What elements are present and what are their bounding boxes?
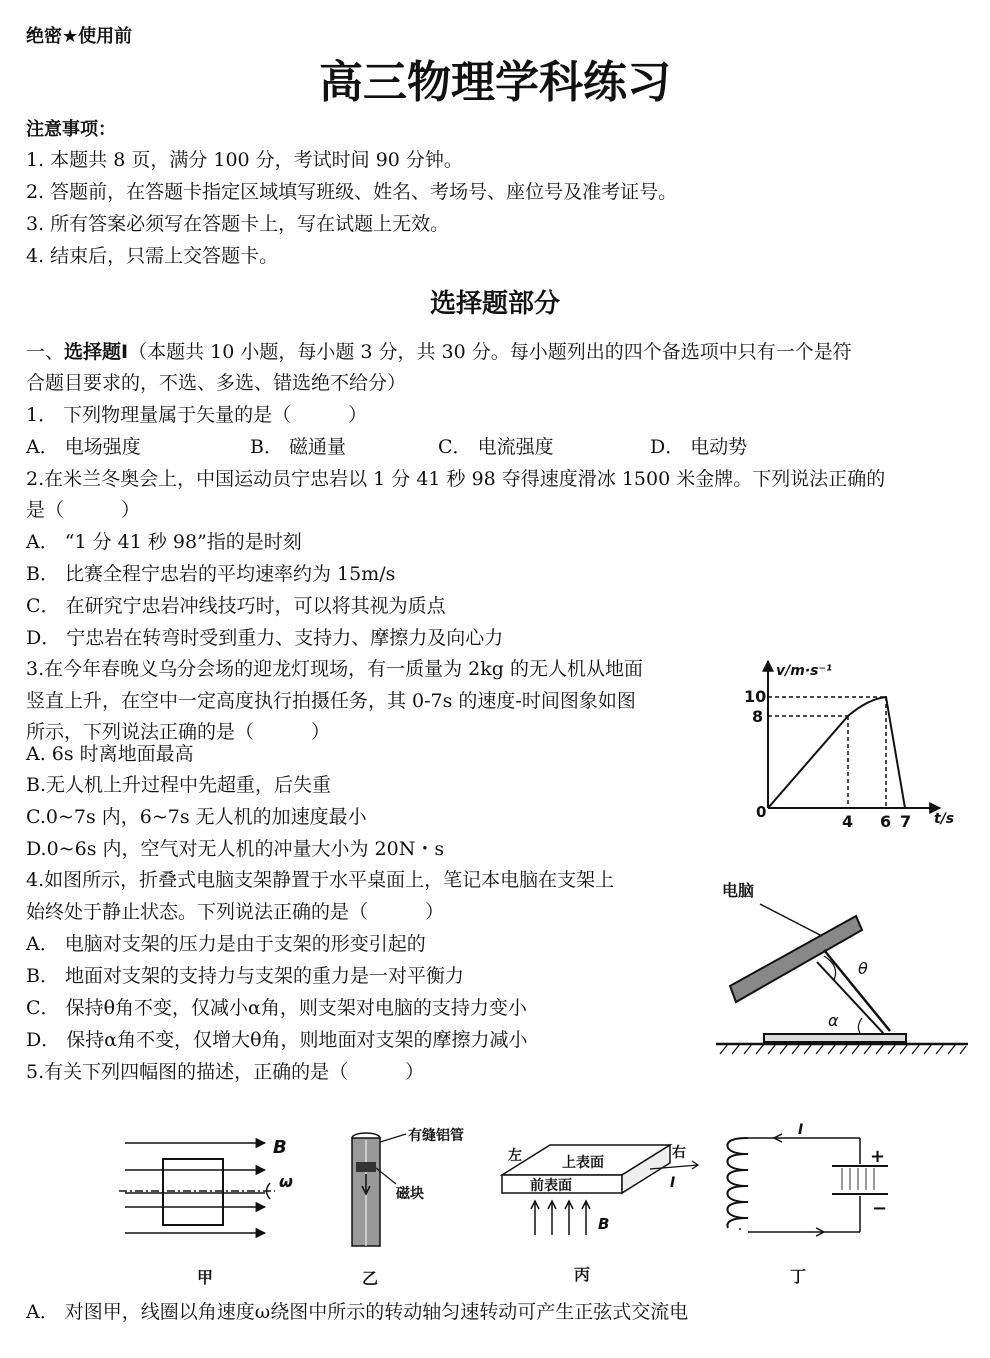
q5-stem: 5.有关下列四幅图的描述，正确的是（ ） — [26, 1061, 425, 1083]
label-magnet: 磁块 — [396, 1186, 424, 1202]
q3-option-c: C.0~7s 内，6~7s 无人机的加速度最小 — [26, 806, 367, 828]
label-i: I — [798, 1122, 804, 1138]
velocity-time-graph — [740, 655, 970, 835]
label-b: B — [273, 1137, 287, 1158]
label-minus: − — [872, 1198, 888, 1219]
q4-stem: 4.如图所示，折叠式电脑支架静置于水平桌面上，笔记本电脑在支架上 — [26, 869, 615, 891]
q4-option-d: D． 保持α角不变，仅增大θ角，则地面对支架的摩擦力减小 — [26, 1029, 528, 1051]
q4-option-b: B． 地面对支架的支持力与支架的重力是一对平衡力 — [26, 965, 465, 987]
v-axis-label: v/m·s⁻¹ — [776, 663, 832, 679]
alpha-label: α — [828, 1011, 839, 1030]
stand-base — [764, 1034, 906, 1042]
intro-rest: （本题共 10 小题，每小题 3 分，共 30 分。每小题列出的四个备选项中只有一个是符 — [128, 341, 852, 363]
q2-stem-line2: 是（ ） — [26, 499, 141, 521]
alpha-arc — [858, 1018, 862, 1033]
label-left: 左 — [508, 1148, 522, 1164]
q1-option-c: C． 电流强度 — [438, 436, 554, 458]
caption-ding: 丁 — [790, 1267, 807, 1286]
ground-hatch — [720, 1044, 966, 1054]
section-title: 选择题部分 — [429, 289, 560, 319]
x-tick-7: 7 — [900, 812, 912, 831]
label-b: B — [598, 1215, 610, 1233]
caption-yi: 乙 — [362, 1269, 379, 1288]
section-intro — [26, 339, 852, 365]
pointer-line — [760, 904, 822, 936]
figure-ding — [720, 1120, 900, 1290]
label-front: 前表面 — [530, 1178, 572, 1194]
q2-option-c: C． 在研究宁忠岩冲线技巧时，可以将其视为质点 — [26, 595, 446, 617]
figure-bing — [500, 1135, 710, 1290]
q3-stem-line2: 竖直上升，在空中一定高度执行拍摄任务，其 0-7s 的速度-时间图象如图 — [26, 690, 636, 712]
intro-bold: 选择题Ⅰ — [64, 341, 129, 363]
q1-option-a: A． 电场强度 — [26, 436, 141, 458]
origin-label: 0 — [756, 803, 767, 821]
q4-stem-line2: 始终处于静止状态。下列说法正确的是（ ） — [26, 901, 445, 923]
label-omega: ω — [279, 1172, 293, 1191]
q3-option-d: D.0~6s 内，空气对无人机的冲量大小为 20N・s — [26, 838, 445, 860]
laptop-stand-figure — [712, 868, 972, 1064]
caption-bing: 丙 — [574, 1265, 591, 1284]
t-axis-label: t/s — [934, 811, 955, 827]
theta-label: θ — [858, 959, 868, 978]
solenoid-coil — [727, 1138, 748, 1228]
q1-option-d: D． 电动势 — [650, 436, 748, 458]
section-intro-line2: 合题目要求的，不选、多选、错选绝不给分） — [26, 372, 407, 394]
field-arrows-b — [531, 1201, 590, 1235]
q3-stem-line3: 所示，下列说法正确的是（ ） — [26, 721, 331, 743]
notice-item: 1. 本题共 8 页，满分 100 分，考试时间 90 分钟。 — [26, 149, 463, 171]
intro-prefix: 一、 — [26, 341, 65, 363]
confidential-label: 绝密★使用前 — [26, 26, 133, 47]
q2-stem: 2.在米兰冬奥会上，中国运动员宁忠岩以 1 分 41 秒 98 夺得速度滑冰 1500 米金牌。下列说法正确的 — [26, 468, 886, 490]
q3-stem: 3.在今年春晚义乌分会场的迎龙灯现场，有一质量为 2kg 的无人机从地面 — [26, 658, 643, 680]
q2-option-b: B． 比赛全程宁忠岩的平均速率约为 15m/s — [26, 563, 396, 585]
x-tick-4: 4 — [842, 812, 854, 831]
q2-option-a: A． “1 分 41 秒 98”指的是时刻 — [26, 531, 302, 553]
q1-option-b: B． 磁通量 — [250, 436, 347, 458]
coil-loop — [163, 1159, 223, 1225]
label-tube: 有缝铝管 — [408, 1128, 464, 1144]
q4-option-a: A． 电脑对支架的压力是由于支架的形变引起的 — [26, 933, 426, 955]
label-i: I — [670, 1175, 676, 1191]
q1-stem: 1． 下列物理量属于矢量的是（ ） — [26, 404, 368, 426]
pointer-line — [380, 1134, 406, 1142]
y-tick-8: 8 — [752, 707, 764, 726]
caption-jia: 甲 — [197, 1268, 214, 1287]
computer-label: 电脑 — [722, 881, 755, 900]
q3-option-b: B.无人机上升过程中先超重，后失重 — [26, 774, 332, 796]
notice-item: 2. 答题前，在答题卡指定区域填写班级、姓名、考场号、座位号及准考证号。 — [26, 181, 678, 203]
figure-yi — [340, 1122, 490, 1290]
notice-item: 3. 所有答案必须写在答题卡上，写在试题上无效。 — [26, 213, 450, 235]
label-plus: + — [870, 1146, 886, 1167]
electric-field-lines — [842, 1168, 874, 1190]
notice-heading: 注意事项： — [26, 119, 116, 140]
y-tick-10: 10 — [744, 687, 767, 706]
q2-option-d: D． 宁忠岩在转弯时受到重力、支持力、摩擦力及向心力 — [26, 627, 504, 649]
magnet-block — [356, 1162, 376, 1172]
x-tick-6: 6 — [880, 812, 892, 831]
q5-option-a: A． 对图甲，线圈以角速度ω绕图中所示的转动轴匀速转动可产生正弦式交流电 — [26, 1301, 689, 1323]
q4-option-c: C． 保持θ角不变，仅减小α角，则支架对电脑的支持力变小 — [26, 997, 527, 1019]
notice-item: 4. 结束后，只需上交答题卡。 — [26, 245, 279, 267]
velocity-curve — [768, 697, 905, 808]
label-right: 右 — [672, 1145, 686, 1161]
page-title: 高三物理学科练习 — [319, 57, 671, 108]
q3-option-a: A. 6s 时离地面最高 — [26, 743, 194, 765]
label-top: 上表面 — [562, 1155, 604, 1171]
figure-jia — [115, 1125, 315, 1290]
